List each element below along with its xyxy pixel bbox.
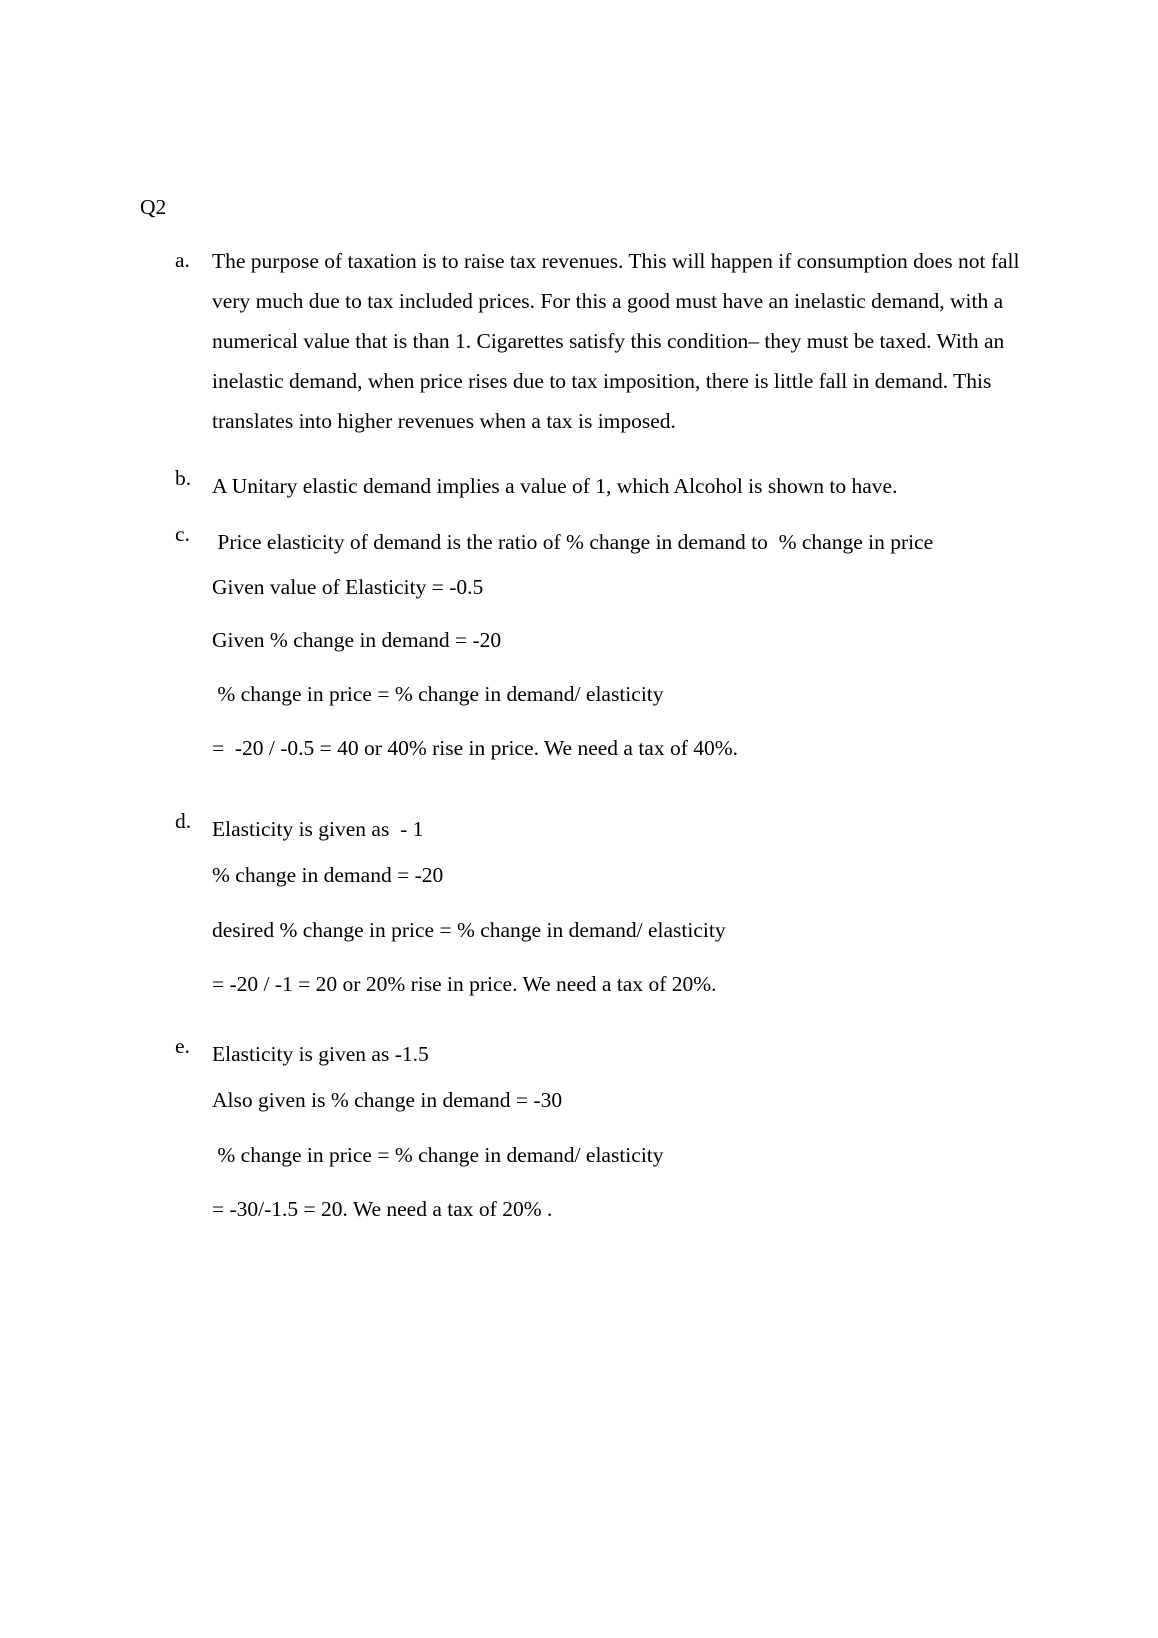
calc-line: % change in demand = -20 xyxy=(212,863,444,887)
item-text: Elasticity is given as - 1 xyxy=(212,817,424,841)
calc-line: desired % change in price = % change in demand/ elasticity xyxy=(212,918,726,942)
item-marker: e. xyxy=(175,1034,190,1058)
calc-line: = -20 / -1 = 20 or 20% rise in price. We need a tax of 20%. xyxy=(212,972,717,996)
calc-line: = -30/-1.5 = 20. We need a tax of 20% . xyxy=(212,1197,553,1221)
item-text: Elasticity is given as -1.5 xyxy=(212,1042,429,1066)
calc-line: = -20 / -0.5 = 40 or 40% rise in price. We need a tax of 40%. xyxy=(212,736,739,760)
item-text: A Unitary elastic demand implies a value of 1, which Alcohol is shown to have. xyxy=(212,474,898,498)
calc-line: Given % change in demand = -20 xyxy=(212,628,502,652)
item-marker: d. xyxy=(175,809,192,833)
item-marker: c. xyxy=(175,522,190,546)
item-text: The purpose of taxation is to raise tax revenues. This will happen if consumption does not fall very much due to tax included prices. For this a good must have an inelastic demand, with a numerical value that is than 1. Cigarettes satisfy this condition– they must be taxed. With an inelastic demand, when price rises due to tax imposition, there is little fall in demand. This translates into higher revenues when a tax is imposed. xyxy=(212,249,1020,433)
item-marker: b. xyxy=(175,466,192,490)
calc-line: % change in price = % change in demand/ elasticity xyxy=(212,682,664,706)
item-marker: a. xyxy=(175,248,190,272)
question-heading: Q2 xyxy=(140,195,167,219)
calc-line: % change in price = % change in demand/ elasticity xyxy=(212,1143,664,1167)
calc-line: Given value of Elasticity = -0.5 xyxy=(212,575,484,599)
item-text: Price elasticity of demand is the ratio of % change in demand to % change in price xyxy=(212,530,934,554)
calc-line: Also given is % change in demand = -30 xyxy=(212,1088,563,1112)
